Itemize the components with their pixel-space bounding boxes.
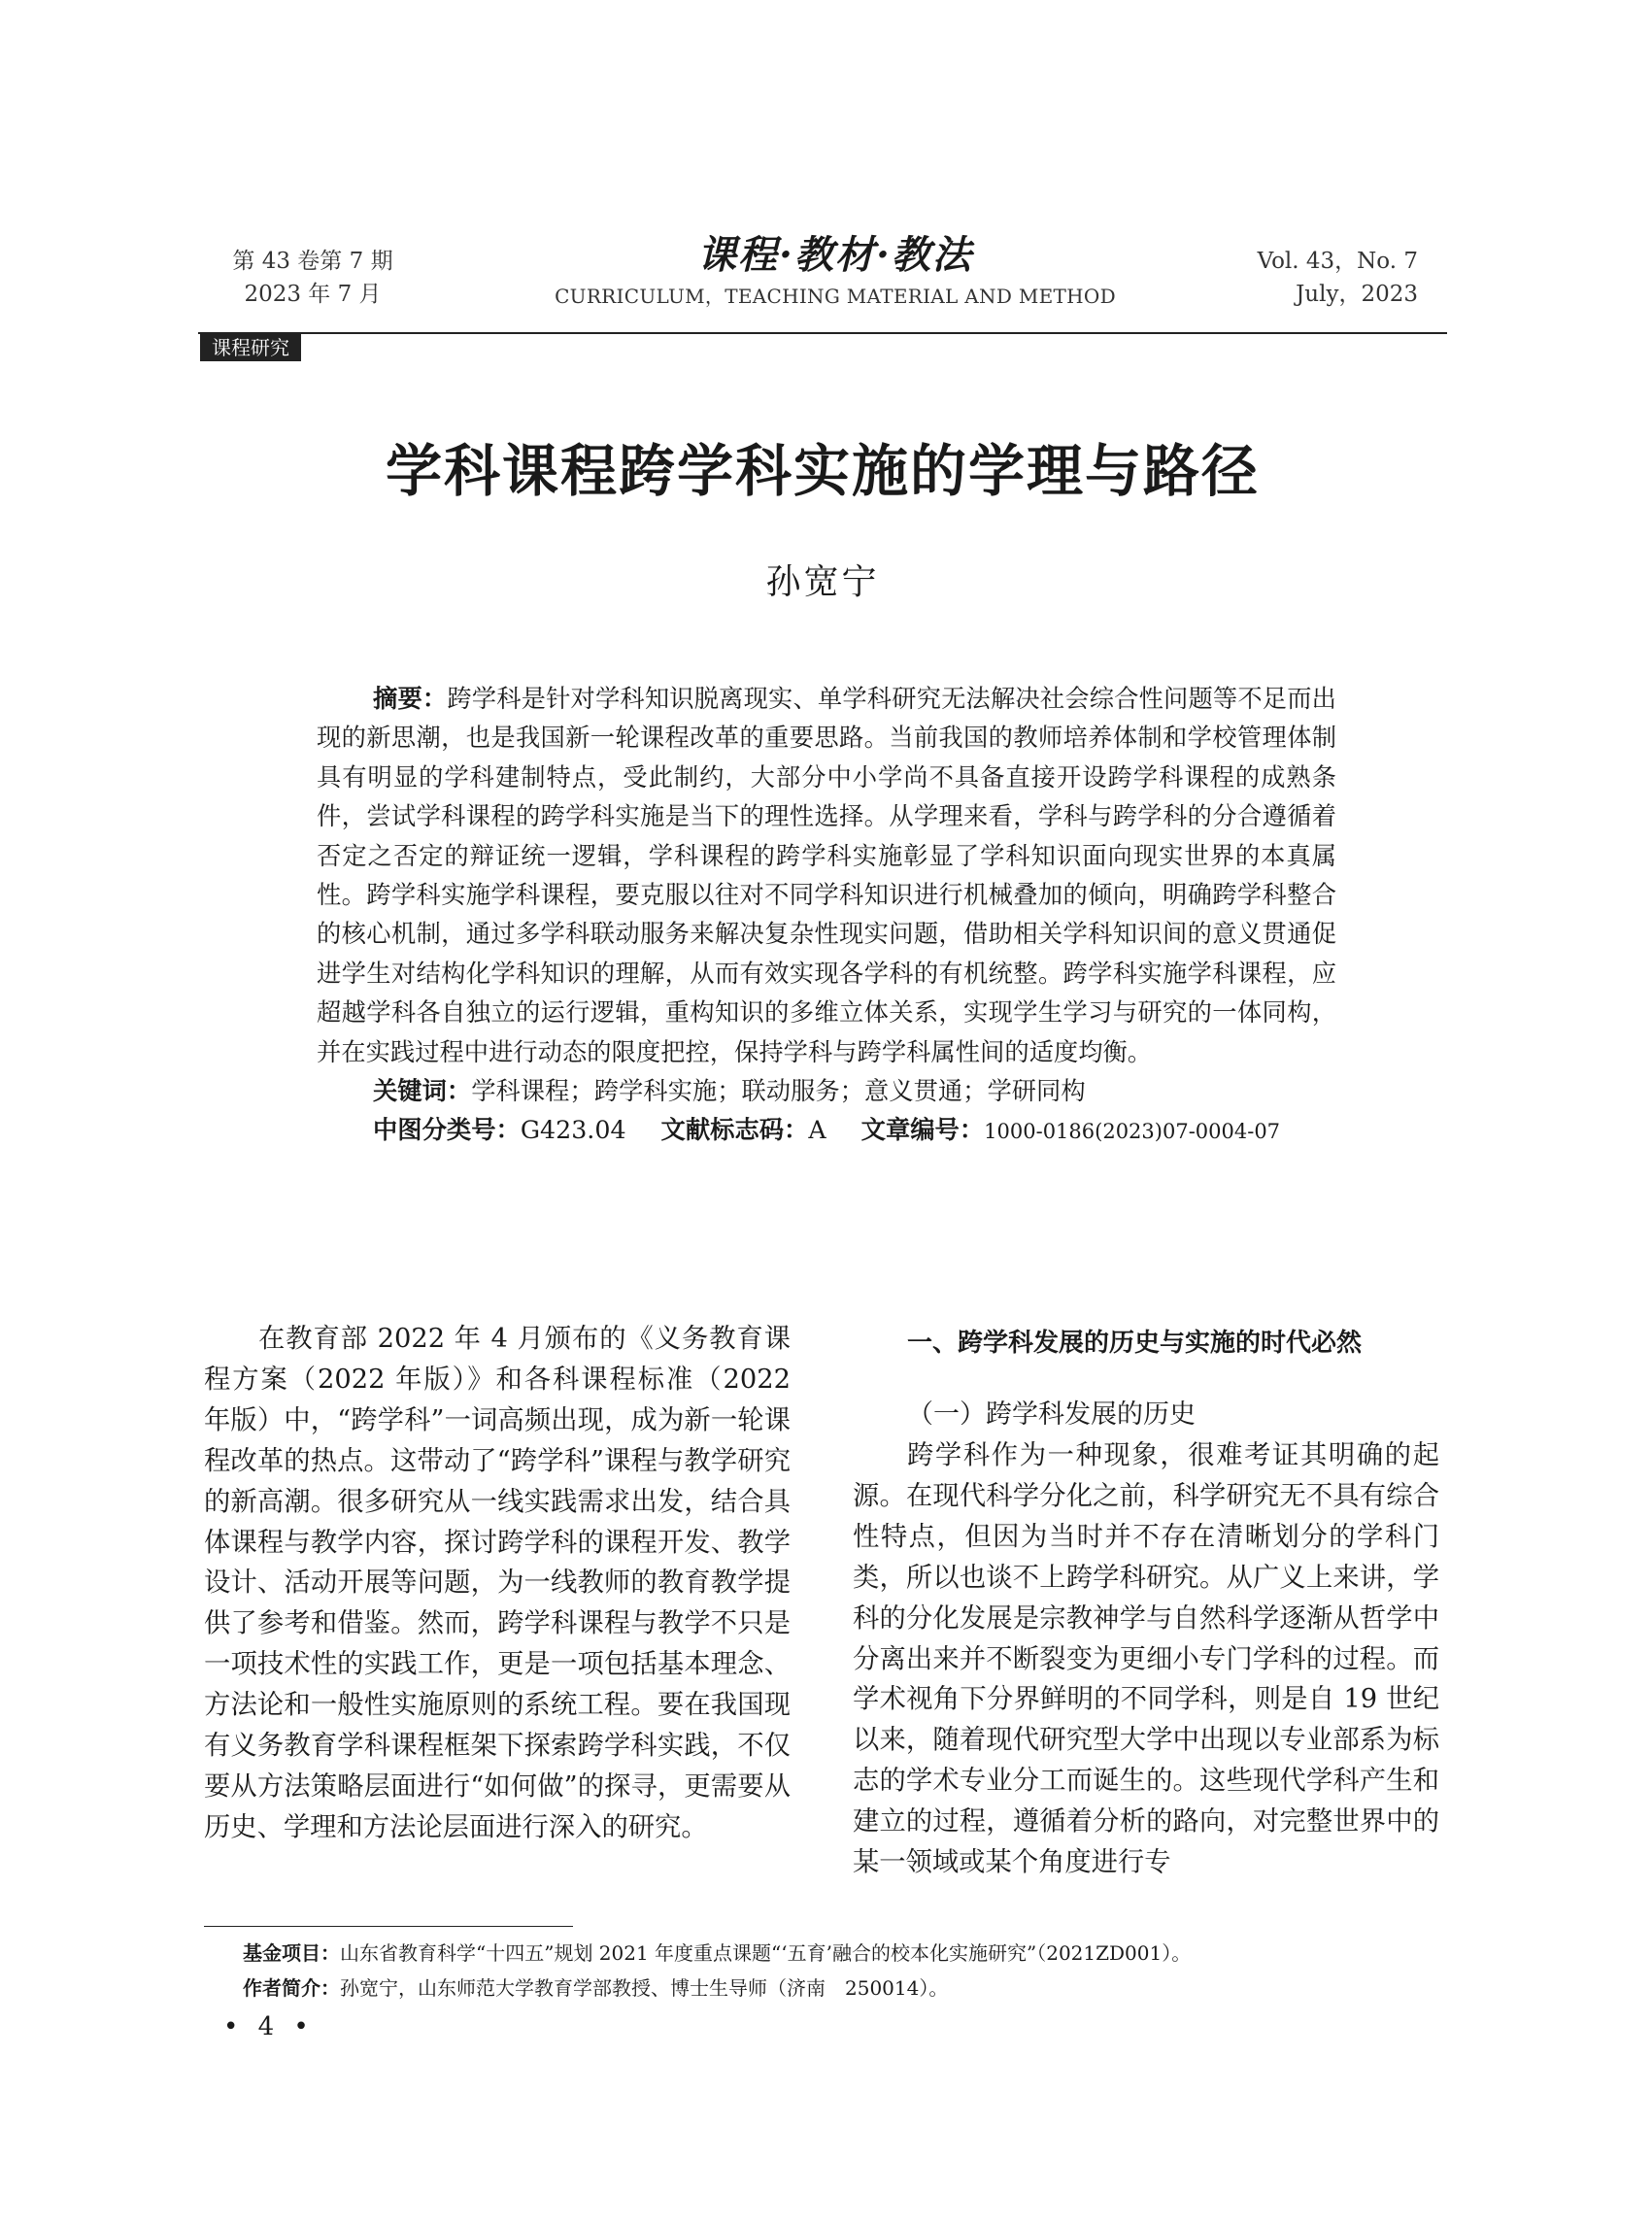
header-rule (198, 332, 1447, 334)
body-column-right (853, 1319, 1439, 1883)
header-volume-cn (216, 245, 410, 311)
fund-label: 基金项目 (243, 1941, 320, 1965)
section-tag: 课程研究 (200, 334, 301, 361)
author-note: 作者简介：孙宽宁，山东师范大学教育学部教授、博士生导师（济南 250014）。 (243, 1976, 949, 2000)
history-paragraph: 跨学科作为一种现象，很难考证其明确的起源。在现代科学分化之前，科学研究无不具有综合性特点，但因为当时并不存在清晰划分的学科门类，所以也谈不上跨学科研究。从广义上来讲，学科的分化发展是宗教神学与自然科学逐渐从哲学中分离出来并不断裂变为更细小专门学科的过程。而学术视角下分界鲜明的不同学科，则是自 19 世纪以来，随着现代研究型大学中出现以专业部系为标志的学术专业分工而诞生的。这些现代学科产生和建立的过程，遵循着分析的路向，对完整世界中的某一领域或某个角度进行专 (853, 1440, 1439, 1878)
date-cn: 2023 年 7 月 (244, 282, 382, 307)
author-note-text: 孙宽宁，山东师范大学教育学部教授、博士生导师（济南 250014）。 (340, 1976, 949, 2000)
header-volume-en (1195, 245, 1418, 311)
fund-text: 山东省教育科学“十四五”规划 2021 年度重点课题“‘五育’融合的校本化实施研究”（2021ZD001）。 (340, 1941, 1192, 1965)
footnote-rule (204, 1926, 573, 1927)
article-no-value: 1000-0186(2023)07-0004-07 (984, 1120, 1281, 1144)
fund-note: 基金项目：山东省教育科学“十四五”规划 2021 年度重点课题“‘五育’融合的校本化实施研究”（2021ZD001）。 (243, 1941, 1192, 1965)
journal-masthead (544, 229, 1127, 311)
body-column-left (204, 1319, 791, 1848)
classification-line: 中图分类号：G423.04 文献标志码：A 文章编号：1000-0186(2023)07-0004-07 (373, 1116, 1281, 1145)
article-title: 学科课程跨学科实施的学理与路径 (385, 438, 1260, 504)
clc-label: 中图分类号 (373, 1116, 496, 1145)
author-note-label: 作者简介 (243, 1976, 320, 2000)
keywords-label: 关键词 (373, 1077, 447, 1106)
subsection-heading: （一）跨学科发展的历史 (907, 1399, 1196, 1430)
doc-code-value: A (808, 1116, 826, 1145)
doc-code-label: 文献标志码 (660, 1116, 785, 1145)
clc-value: G423.04 (520, 1116, 626, 1145)
abstract-text: 跨学科是针对学科知识脱离现实、单学科研究无法解决社会综合性问题等不足而出现的新思潮，也是我国新一轮课程改革的重要思路。当前我国的教师培养体制和学校管理体制具有明显的学科建制特点，受此制约，大部分中小学尚不具备直接开设跨学科课程的成熟条件，尝试学科课程的跨学科实施是当下的理性选择。从学理来看，学科与跨学科的分合遵循着否定之否定的辩证统一逻辑，学科课程的跨学科实施彰显了学科知识面向现实世界的本真属性。跨学科实施学科课程，要克服以往对不同学科知识进行机械叠加的倾向，明确跨学科整合的核心机制，通过多学科联动服务来解决复杂性现实问题，借助相关学科知识间的意义贯通促进学生对结构化学科知识的理解，从而有效实现各学科的有机统整。跨学科实施学科课程，应超越学科各自独立的运行逻辑，重构知识的多维立体关系，实现学生学习与研究的一体同构，并在实践过程中进行动态的限度把控，保持学科与跨学科属性间的适度均衡。 (317, 685, 1336, 1066)
abstract-label: 摘要 (373, 685, 422, 713)
abstract-paragraph: 摘要：跨学科是针对学科知识脱离现实、单学科研究无法解决社会综合性问题等不足而出现的新思潮，也是我国新一轮课程改革的重要思路。当前我国的教师培养体制和学校管理体制具有明显的学科建制特点，受此制约，大部分中小学尚不具备直接开设跨学科课程的成熟条件，尝试学科课程的跨学科实施是当下的理性选择。从学理来看，学科与跨学科的分合遵循着否定之否定的辩证统一逻辑，学科课程的跨学科实施彰显了学科知识面向现实世界的本真属性。跨学科实施学科课程，要克服以往对不同学科知识进行机械叠加的倾向，明确跨学科整合的核心机制，通过多学科联动服务来解决复杂性现实问题，借助相关学科知识间的意义贯通促进学生对结构化学科知识的理解，从而有效实现各学科的有机统整。跨学科实施学科课程，应超越学科各自独立的运行逻辑，重构知识的多维立体关系，实现学生学习与研究的一体同构，并在实践过程中进行动态的限度把控，保持学科与跨学科属性间的适度均衡。 (317, 685, 1336, 1066)
article-no-label: 文章编号 (860, 1116, 960, 1145)
page-number: • 4 • (223, 2012, 315, 2041)
section-heading: 一、跨学科发展的历史与实施的时代必然 (907, 1329, 1363, 1358)
date-en: July，2023 (1296, 282, 1418, 307)
journal-title-en: CURRICULUM，TEACHING MATERIAL AND METHOD (555, 285, 1116, 308)
intro-paragraph: 在教育部 2022 年 4 月颁布的《义务教育课程方案（2022 年版）》和各科课程标准（2022 年版）中，“跨学科”一词高频出现，成为新一轮课程改革的热点。这带动了“跨学科”课程与教学研究的新高潮。很多研究从一线实践需求出发，结合具体课程与教学内容，探讨跨学科的课程开发、教学设计、活动开展等问题，为一线教师的教育教学提供了参考和借鉴。然而，跨学科课程与教学不只是一项技术性的实践工作，更是一项包括基本理念、方法论和一般性实施原则的系统工程。要在我国现有义务教育学科课程框架下探索跨学科实践，不仅要从方法策略层面进行“如何做”的探寻，更需要从历史、学理和方法论层面进行深入的研究。 (204, 1324, 791, 1842)
footnotes (243, 1936, 1447, 2006)
volume-issue-en: Vol. 43，No. 7 (1257, 249, 1418, 274)
keywords-text: 学科课程；跨学科实施；联动服务；意义贯通；学研同构 (471, 1077, 1086, 1106)
keywords-line: 关键词：学科课程；跨学科实施；联动服务；意义贯通；学研同构 (373, 1077, 1086, 1106)
article-author: 孙宽宁 (765, 562, 880, 602)
abstract-block (317, 680, 1336, 1152)
volume-issue-cn: 第 43 卷第 7 期 (232, 249, 393, 274)
journal-title-cn: 课程·教材·教法 (697, 232, 973, 278)
